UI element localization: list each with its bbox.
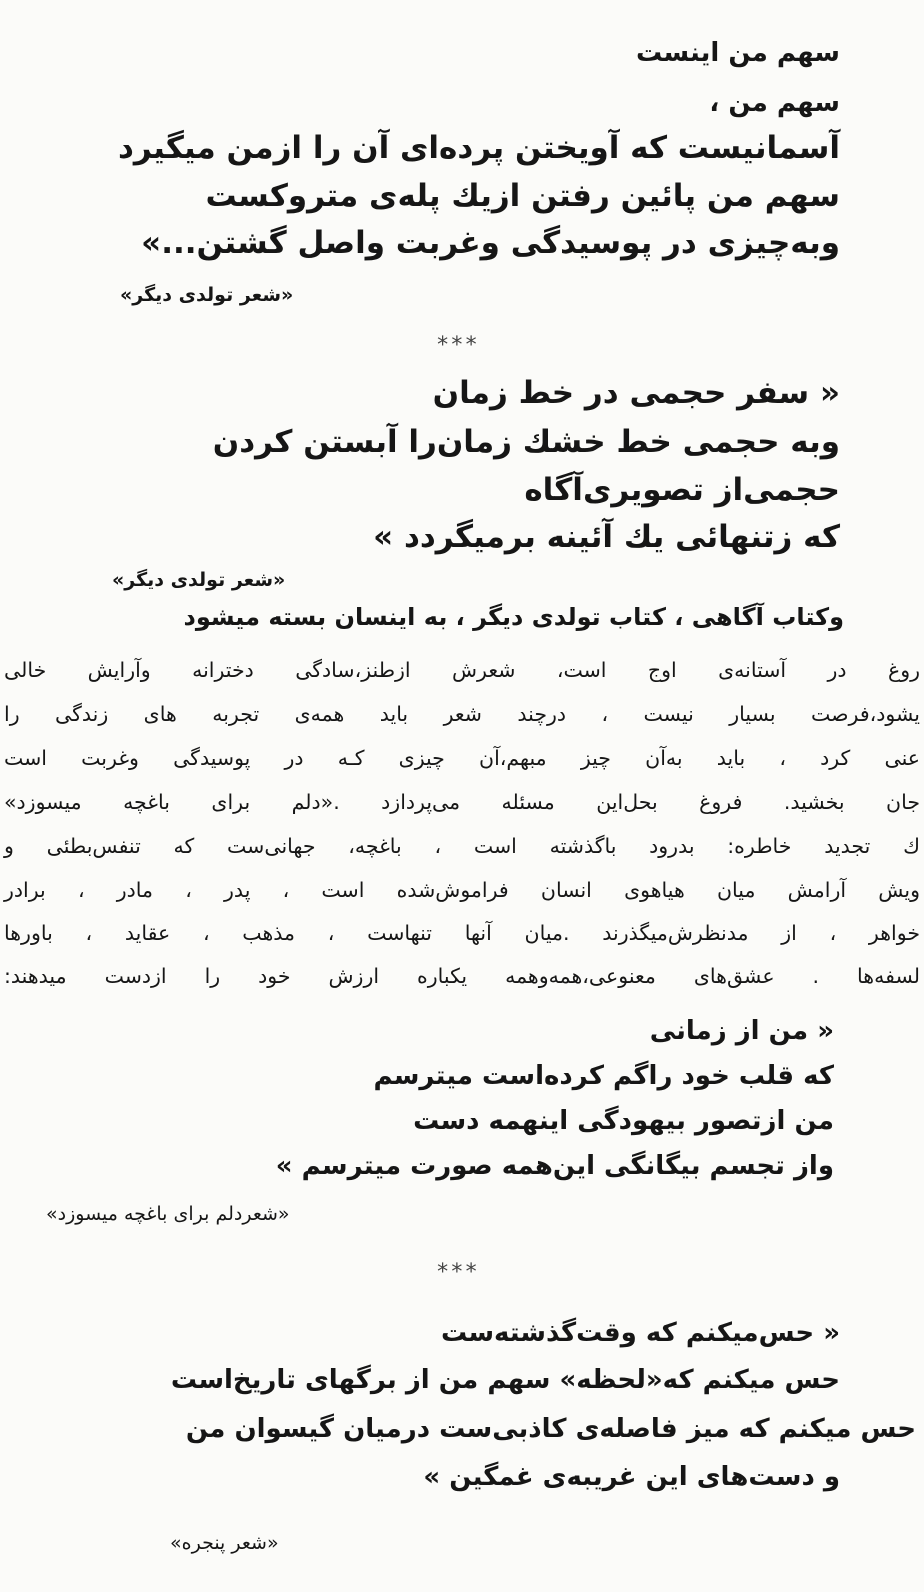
poem-line: آسمانیست که آویختن پرده‌ای آن را ازمن میگیرد [117,130,840,166]
prose-line: خواهر ، از مدنظرش‌میگذرند .میان آنها تنهاست ، مذهب ، عقاید ، باورها [4,921,920,945]
poem-line: واز تجسم بیگانگی این‌همه صورت میترسم » [275,1151,834,1181]
poem-line: وبه حجمی خط خشك زمان‌را آبستن کردن [212,424,840,460]
prose-line: یشود،فرصت بسیار نیست ، درچند شعر باید همه‌ی تجربه های زندگی را [4,702,920,726]
prose-line: ویش آرامش میان هیاهوی انسان فراموش‌شده است ، پدر ، مادر ، برادر [4,878,920,902]
poem-line: سهم من ، [709,88,840,118]
poem-line: که قلب خود راگم کرده‌است میترسم [373,1061,834,1091]
poem-line: « سفر حجمی در خط زمان [432,375,840,411]
poem-line: سهم من پائین رفتن ازیك پله‌ی متروکست [205,178,840,214]
poem-line: حس میکنم که میز فاصله‌ی کاذبی‌ست درمیان گیسوان من [185,1414,916,1444]
prose-line: جان بخشید. فروغ بحل‌این مسئله می‌پردازد .«دلم برای باغچه میسوزد» [4,790,920,814]
poem-line: که زتنهائی یك آئینه برمیگردد » [373,519,840,555]
prose-line: لسفه‌ها . عشق‌های معنوعی،همه‌وهمه یکباره ارزش خود را ازدست میدهند: [4,964,920,988]
prose-line: ك تجدید خاطره: بدرود باگذشته است ، باغچه، جهانی‌ست که تنفس‌بطئی و [4,834,920,858]
poem-line: من ازتصور بیهودگی اینهمه دست [413,1106,834,1136]
poem-caption: «شعر تولدی دیگر» [120,284,294,306]
section-separator: *** [436,1260,479,1285]
poem-line: وبه‌چیزی در پوسیدگی وغربت واصل گشتن...» [141,225,840,261]
prose-line: عنی کرد ، باید به‌آن چیز مبهم،آن چیزی کـه در پوسیدگی وغربت است [4,746,920,770]
poem-line: حجمی‌از تصویری‌آگاه [524,472,840,508]
poem-caption: «شعر تولدی دیگر» [112,569,286,591]
poem-line: و دست‌های این غریبه‌ی غمگین » [423,1462,840,1492]
poem-caption: «شعردلم برای باغچه میسوزد» [46,1203,290,1225]
prose-lead: وکتاب آگاهی ، کتاب تولدی دیگر ، به اینسان بسته میشود [183,603,844,631]
section-separator: *** [436,333,479,358]
poem-line: « حس‌میکنم که وقت‌گذشته‌ست [440,1318,840,1348]
poem-line: حس میکنم که«لحظه» سهم من از برگهای تاریخ‌است [170,1365,840,1395]
poem-caption: «شعر پنجره» [170,1532,279,1554]
poem-line: سهم من اینست [636,38,840,68]
prose-line: روغ در آستانه‌ی اوج است، شعرش ازطنز،سادگی دخترانه وآرایش خالی [4,658,920,682]
poem-line: « من از زمانی [649,1016,834,1046]
